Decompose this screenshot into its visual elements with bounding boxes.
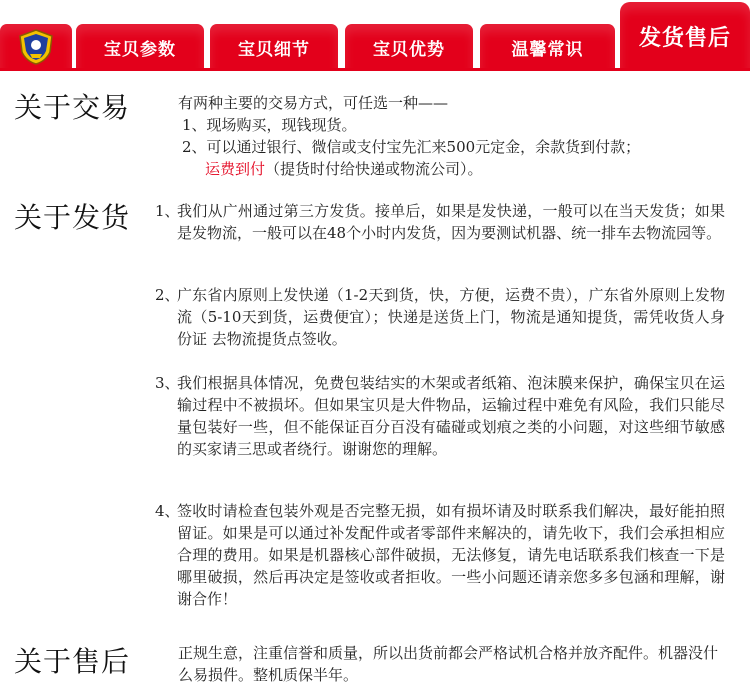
trade-intro: 有两种主要的交易方式，可任选一种—— [178,94,449,112]
list-item-number: 3、 [155,374,180,392]
list-item-text: 签收时请检查包装外观是否完整无损，如有损坏请及时联系我们解决，最好能拍照留证。如果是可以通过补发配件或者零部件来解决的，请先收下，我们会承担相应合理的费用。如果是机器核心部件破损，无法修复，请先电话联系我们核查一下是哪里破损，然后再决定是签收或者拒收。一些小问题还请亲您多多包涵和理解，谢谢合作！ [177,502,725,608]
section-aftersale [0,640,750,696]
section-body [178,92,738,180]
aftersale-text: 正规生意，注重信誉和质量，所以出货前都会严格试机合格并放齐配件。机器没什么易损件。整机质保半年。 [178,644,719,684]
tab-product-params[interactable]: 宝贝参数 [76,24,204,70]
logo-tab[interactable] [0,24,72,70]
list-item-number: 2、 [155,286,180,304]
list-item [155,284,725,350]
list-item [155,372,725,460]
list-item-text: 我们从广州通过第三方发货。接单后，如果是发快递，一般可以在当天发货；如果是发物流，一般可以在48个小时内发货，因为要测试机器、统一排车去物流园等。 [177,202,725,242]
tab-shipping-aftersale[interactable]: 发货售后 [620,2,750,70]
shield-crest-icon [16,28,56,66]
section-heading: 关于售后 [14,645,131,678]
list-item [155,500,725,610]
shipping-fee-note: （提货时付给快递或物流公司）。 [265,160,483,178]
tab-bar-underline [0,68,750,71]
tab-tips[interactable]: 温馨常识 [480,24,615,70]
tab-product-advantages[interactable]: 宝贝优势 [345,24,473,70]
section-trade [0,86,750,186]
list-item-number: 4、 [155,502,180,520]
list-item-number: 1、 [155,202,180,220]
section-shipping [0,196,750,626]
trade-option-2-note [205,158,738,180]
trade-option-1: 1、现场购买，现钱现货。 [182,116,357,134]
tab-bar [0,0,750,70]
shipping-fee-highlight: 运费到付 [205,160,266,178]
trade-option-2: 2、可以通过银行、微信或支付宝先汇来500元定金，余款货到付款； [182,138,641,156]
section-heading: 关于交易 [14,91,131,124]
tab-product-details[interactable]: 宝贝细节 [210,24,338,70]
list-item-text: 广东省内原则上发快递（1-2天到货，快，方便，运费不贵），广东省外原则上发物流（5-10天到货，运费便宜）；快递是送货上门，物流是通知提货，需凭收货人身份证 去物流提货点签收。 [177,286,725,348]
list-item-text: 我们根据具体情况，免费包装结实的木架或者纸箱、泡沫膜来保护，确保宝贝在运输过程中不被损坏。但如果宝贝是大件物品，运输过程中难免有风险，我们只能尽量包装好一些，但不能保证百分百没有磕碰或划痕之类的小问题，对这些细节敏感的买家请三思或者绕行。谢谢您的理解。 [177,374,725,458]
section-heading: 关于发货 [14,201,131,234]
list-item [155,200,725,244]
